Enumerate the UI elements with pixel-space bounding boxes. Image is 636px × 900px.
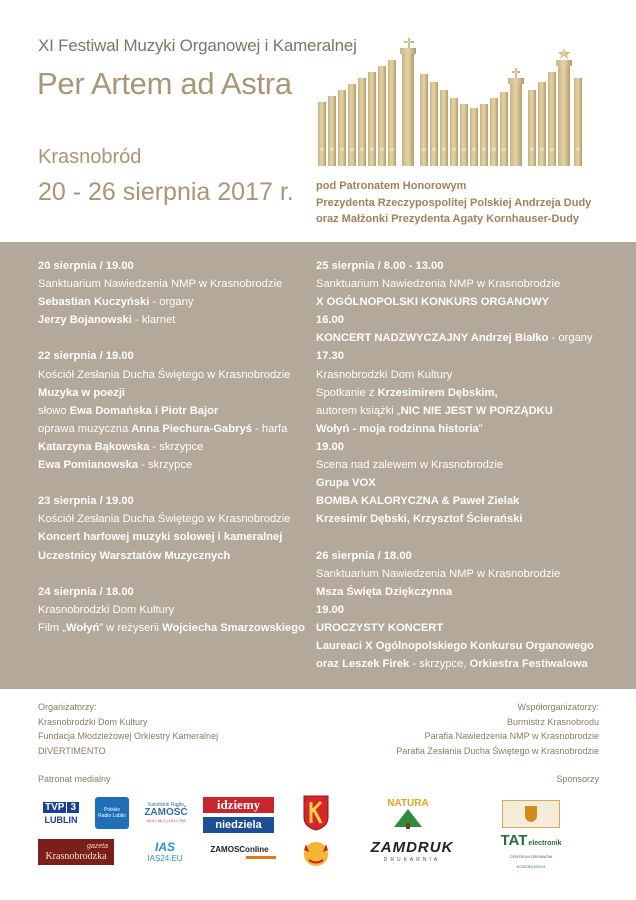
program-line: Uczestnicy Warsztatów Muzycznych — [38, 549, 231, 562]
program-spacer — [316, 528, 594, 546]
program-line-part: Anna Piechura-Gabryś — [131, 422, 252, 435]
ias-name-text: IAS — [154, 840, 175, 854]
program-line: 20 sierpnia / 19.00 — [38, 260, 134, 272]
coorganizers-label: Współorganizatorzy: — [517, 702, 599, 712]
gazeta-krasnobrodzka-logo — [38, 839, 114, 865]
polskie-radio-text: Polskie Radio Lublin — [98, 807, 126, 819]
zamosconline-text: ZAMOSConline — [210, 845, 269, 854]
patronage-line: oraz Małżonki Prezydenta Agaty Kornhauser-Dudy — [316, 213, 580, 226]
program-line-part: Film „ — [38, 621, 66, 634]
program-line-part: - organy — [149, 296, 194, 309]
program-line: 23 sierpnia / 19.00 — [38, 495, 134, 508]
program-spacer — [38, 329, 305, 347]
program-line-part: - skrzypce — [149, 440, 204, 453]
ias24-logo — [142, 838, 188, 868]
program-line: UROCZYSTY KONCERT — [316, 621, 444, 634]
program-line-part: autorem książki „ — [316, 404, 401, 417]
program-line: Scena nad zalewem w Krasnobrodzie — [316, 459, 504, 472]
program-line-part: oraz Leszek Firek — [316, 658, 410, 671]
program-line: 22 sierpnia / 19.00 — [38, 350, 134, 363]
program-line-part: słowo — [38, 404, 70, 417]
program-line-part: Wołyń - moja rodzinna historia — [316, 422, 479, 435]
katolickie-radio-zamosc-logo — [140, 798, 192, 828]
program-line — [38, 293, 305, 311]
program-line-part: ” — [478, 422, 483, 435]
program-line-part: - organy — [548, 332, 593, 345]
program-spacer — [38, 565, 305, 583]
patronage-line: pod Patronatem Honorowym — [316, 180, 467, 192]
kot-mascot-icon — [300, 838, 332, 868]
tvp-text: TVP — [44, 801, 65, 813]
organizer-item: DIVERTIMENTO — [38, 745, 106, 756]
organ-pipes-illustration — [318, 38, 588, 170]
festival-city: Krasnobród — [38, 146, 142, 168]
program-line — [38, 619, 305, 637]
program-line-part: Krzesimirem Dębskim, — [377, 386, 498, 399]
program-right-column — [316, 257, 594, 673]
zamdruk-sub-text: DRUKARNIA — [383, 857, 441, 863]
idziemy-text: idziemy — [216, 797, 261, 812]
niedziela-text: niedziela — [215, 819, 262, 831]
program-line-part: - harfa — [251, 422, 288, 435]
program-line — [316, 655, 594, 673]
program-line: 17.30 — [316, 350, 344, 363]
program-line — [38, 438, 305, 456]
program-line — [316, 329, 594, 347]
program-line — [38, 311, 305, 329]
program-line: 19.00 — [316, 603, 344, 616]
zamosconline-bar — [246, 856, 276, 859]
program-line — [316, 420, 594, 438]
festival-title: Per Artem ad Astra — [37, 66, 292, 101]
festival-subtitle: XI Festiwal Muzyki Organowej i Kameralnej — [38, 36, 357, 55]
tat-electronik-logo — [496, 832, 566, 869]
program-line — [38, 456, 305, 474]
organizer-item: Krasnobrodzki Dom Kultury — [38, 716, 148, 727]
program-line: Muzyka w poezji — [38, 386, 126, 399]
natura-logo — [383, 795, 433, 831]
program-line: 26 sierpnia / 18.00 — [316, 549, 412, 562]
program-line — [38, 402, 305, 420]
program-line-part: Katarzyna Bąkowska — [38, 440, 150, 453]
program-line: 24 sierpnia / 18.00 — [38, 585, 134, 598]
program-line-part: KONCERT NADZWYCZAJNY Andrzej Białko — [316, 332, 549, 345]
program-line: Msza Święta Dziękczynna — [316, 585, 453, 598]
zamosconline-logo — [203, 840, 276, 864]
honorary-patronage — [316, 178, 591, 228]
sponsors-label: Sponsorzy — [556, 774, 599, 784]
program-line: Kościół Zesłania Ducha Świętego w Krasnobrodzie — [38, 513, 291, 526]
program-line-part: Ewa Domańska i Piotr Bajor — [69, 404, 219, 417]
polskie-radio-lublin-logo — [95, 797, 129, 829]
program-line: Krzesimir Dębski, Krzysztof Ścierański — [316, 513, 523, 526]
program-line — [316, 384, 594, 402]
tree-icon — [388, 809, 428, 829]
crest-icon — [524, 805, 538, 823]
krasnobrod-coat-of-arms-icon — [303, 795, 329, 831]
organizer-item: Fundacja Młodzieżowej Orkiestry Kameralnej — [38, 731, 219, 742]
ias-domain-text: IAS24.EU — [147, 854, 183, 863]
program-line: Sanktuarium Nawiedzenia NMP w Krasnobrodzie — [316, 278, 561, 291]
festival-dates: 20 - 26 sierpnia 2017 r. — [38, 178, 294, 206]
program-line-part: Spotkanie z — [316, 386, 378, 399]
program-line-part: NIC NIE JEST W PORZĄDKU — [400, 404, 553, 417]
katolickie-radio-frequency: 94,4 | 96,1 | 101,2 FM — [146, 818, 186, 823]
program-line — [38, 420, 305, 438]
zamdruk-name-text: ZAMDRUK — [370, 839, 454, 856]
program-line: Grupa VOX — [316, 477, 376, 490]
program-line-part: - skrzypce — [138, 459, 193, 472]
program-line: Krasnobrodzki Dom Kultury — [316, 368, 453, 381]
media-patronage-label: Patronat medialny — [38, 774, 111, 784]
tat-name-text: TAT — [500, 832, 528, 849]
program-line: Sanktuarium Nawiedzenia NMP w Krasnobrodzie — [38, 278, 283, 291]
program-line-part: oprawa muzyczna — [38, 422, 132, 435]
program-spacer — [38, 474, 305, 492]
tat-sub-text: CENTRUM ORGANÓW KOŚCIELNYCH — [509, 854, 553, 869]
coorganizer-item: Parafia Nawiedzenia NMP w Krasnobrodzie — [424, 731, 599, 742]
patronage-line: Prezydenta Rzeczypospolitej Polskiej Andrzeja Dudy — [316, 196, 592, 209]
tvp-city: LUBLIN — [44, 814, 78, 825]
tvp-number: 3 — [67, 802, 79, 813]
program-line-part: Wołyń — [65, 621, 100, 634]
program-line-part: Ewa Pomianowska — [38, 459, 139, 472]
program-line: Krasnobrodzki Dom Kultury — [38, 603, 175, 616]
zamdruk-logo — [360, 839, 464, 866]
organizers-label: Organizatorzy: — [38, 702, 97, 712]
gazeta-name-text: Krasnobrodzka — [45, 851, 107, 862]
coorganizers-block — [396, 700, 599, 758]
coorganizer-item: Burmistrz Krasnobrodu — [506, 716, 599, 727]
katolickie-radio-name: ZAMOŚĆ — [144, 807, 188, 818]
program-line-part: - skrzypce, — [409, 658, 470, 671]
program-line: 16.00 — [316, 314, 344, 327]
program-line: 19.00 — [316, 440, 344, 453]
sponsor-foundation-logo — [502, 800, 560, 828]
program-line: Koncert harfowej muzyki solowej i kameralnej — [38, 531, 283, 544]
program-line-part: Sebastian Kuczyński — [38, 296, 150, 309]
program-line: Kościół Zesłania Ducha Świętego w Krasnobrodzie — [38, 368, 291, 381]
program-line: Laureaci X Ogólnopolskiego Konkursu Organowego — [316, 639, 594, 652]
katolickie-radio-label: Katolickie Radio — [148, 802, 184, 808]
program-line-part: Wojciecha Smarzowskiego — [162, 621, 305, 634]
program-line-part: Jerzy Bojanowski — [38, 314, 132, 327]
program-line: BOMBA KALORYCZNA & Paweł Zielak — [316, 495, 520, 508]
program-line: X OGÓLNOPOLSKI KONKURS ORGANOWY — [316, 296, 550, 309]
program-line — [316, 402, 594, 420]
program-line-part: Orkiestra Festiwalowa — [469, 658, 588, 671]
program-line-part: - klarnet — [131, 314, 176, 327]
program-line: 25 sierpnia / 8.00 - 13.00 — [316, 260, 444, 272]
natura-text: NATURA — [387, 797, 429, 809]
gazeta-small-text: gazeta — [86, 843, 108, 850]
program-left-column — [38, 257, 305, 637]
niedziela-logo — [203, 817, 274, 833]
tvp3-lublin-logo — [38, 798, 84, 828]
idziemy-logo — [203, 797, 274, 813]
coorganizer-item: Parafia Zesłania Ducha Świętego w Krasnobrodzie — [396, 745, 599, 756]
program-line-part: ” w reżyserii — [99, 621, 163, 634]
tat-suffix-text: electronik — [528, 840, 562, 847]
organizers-block — [38, 700, 218, 758]
program-line: Sanktuarium Nawiedzenia NMP w Krasnobrodzie — [316, 567, 561, 580]
